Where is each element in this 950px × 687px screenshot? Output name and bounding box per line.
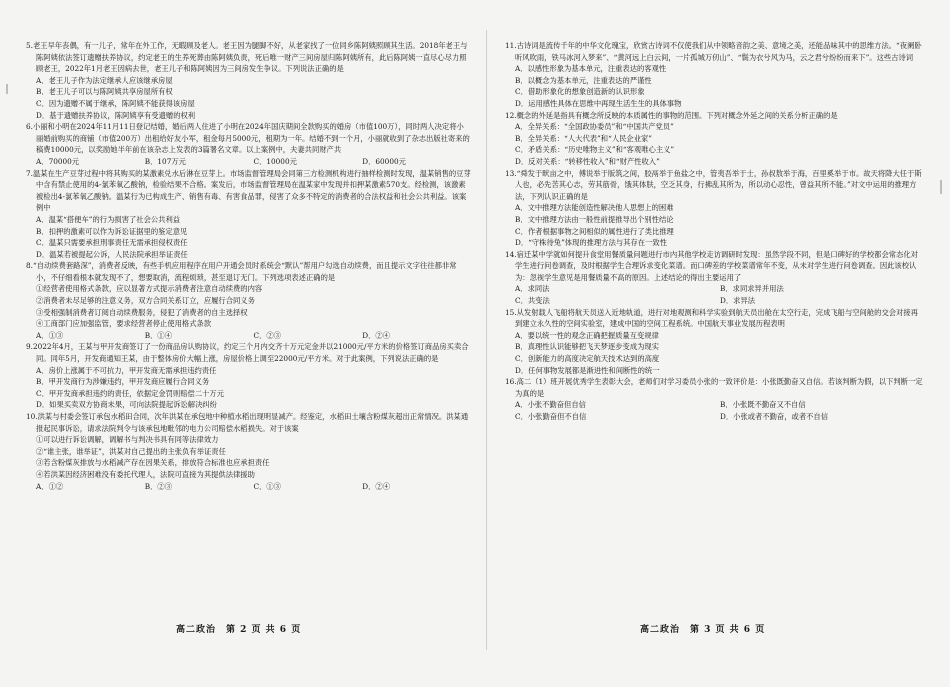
- answer-options-row: [26, 481, 471, 493]
- answer-option: D．反对关系：“转移性收入”和“财产性收入”: [515, 156, 660, 166]
- answer-option: C．作者根据事物之间相似的属性进行了类比推理: [515, 226, 674, 236]
- answer-option: B．107万元: [144, 156, 186, 166]
- answer-option: A．①③: [36, 330, 64, 340]
- question-stem: 10.洪某与村委会签订承包水稻田合同，次年洪某在承包地中种植水稻出现明显减产。经鉴定，水稻田土壤含粉煤灰超出正常情况。洪某通报起民事诉讼，请求法院判令与该承包地毗邻的电力公司赔偿水稻损失。对于该案: [26, 412, 469, 433]
- answer-option: C．借助形象化的想象创造新的认识形象: [515, 87, 645, 97]
- answer-options-row: [26, 156, 471, 168]
- answer-option: D．温某若被提起公诉，人民法院承担举证责任: [36, 249, 188, 259]
- answer-option: B．①④: [144, 330, 173, 340]
- answer-option: C．矛盾关系：“历史唯物主义”和“客观唯心主义”: [515, 145, 675, 155]
- question-block: [505, 307, 925, 377]
- answer-option: A．70000元: [36, 156, 80, 166]
- answer-option: A．文中推理方法能创造性解决他人思想上的困难: [515, 203, 674, 213]
- answer-option: D．②④: [362, 481, 390, 491]
- answer-option: A．全异关系：“全国政协委员”和“中国共产党员”: [515, 122, 674, 132]
- answer-option: A．温某“搭便车”的行为损害了社会公共利益: [36, 214, 181, 224]
- question-block: [26, 168, 471, 261]
- question-stem: 15.从发射载人飞船将航天员送入近地轨道，进行对地观测和科学实验到航天员出舱在太空行走，完成飞船与空间舱的交会对接再到建立永久性的空间实验室，建成中国的空间工程系统。中国航天事业发展历程表明: [505, 307, 918, 329]
- answer-option: ①可以进行诉讼调解，调解书与判决书具有同等法律效力: [36, 435, 219, 445]
- question-stem: 6.小丽和小明在2024年11月11日登记结婚，婚后两人住进了小明在2024年国庆期间全款购买的婚房（市值100万），同时两人决定将小丽婚前购买的商铺（市值200万）出租给好友小军，租金每月5000元，租期为一年。结婚不到一个月，小丽就收到了杂志出版社寄来的稿费10000元，以奖励她半年前在该杂志上发表的3篇署名文章。以上案例中，夫妻共同财产共: [26, 122, 470, 155]
- answer-option: A．老王儿子作为法定继承人应该继承房屋: [36, 75, 173, 85]
- left-page-footer: 高二政治 第 2 页 共 6 页: [176, 625, 302, 635]
- answer-option: B．甲开发商行为涉嫌违约，甲开发商应履行合同义务: [36, 377, 210, 387]
- answer-option: C．共变法: [515, 296, 550, 306]
- question-block: [26, 411, 471, 492]
- answer-option: A．以感性形象为基本单元，注重表达的客观性: [515, 64, 667, 74]
- answer-option: D．“守株待兔”体现的推理方法与其存在一致性: [515, 238, 667, 248]
- answer-option: ③若含粉煤灰排放与水稻减产存在因果关系，排放符合标准也应承担责任: [36, 458, 270, 468]
- page-gutter: [486, 30, 487, 650]
- right-page-footer: 高二政治 第 3 页 共 6 页: [640, 625, 766, 635]
- answer-option: A．求同法: [515, 284, 550, 294]
- question-block: [26, 260, 471, 341]
- right-page: [505, 40, 925, 640]
- answer-options-row: [505, 283, 925, 306]
- answer-option: ③受相强制消费者订阅自动续费服务，侵犯了消费者的自主选择权: [36, 307, 248, 317]
- answer-option: A．①②: [36, 481, 64, 491]
- question-block: [26, 341, 471, 411]
- answer-option: D．任何事物发展都是渐进性和间断性的统一: [515, 365, 660, 375]
- answer-option: B．求同求异并用法: [720, 284, 784, 294]
- answer-option: D．求异法: [720, 296, 756, 306]
- question-block: [505, 168, 925, 249]
- answer-option: D．60000元: [362, 156, 406, 166]
- question-stem: 9.2022年4月，王某与甲开发商签订了一份商品房认购协议，约定三个月内交齐十万元定金并以21000元/平方米的价格签订商品房买卖合同。同年5月，开发商通知王某，由于整体房价大幅上涨，房屋价格上调至22000元/平方米。对于此案例，下列说法正确的是: [26, 342, 469, 364]
- answer-option: B．真理性认识能够把飞天梦逐步变成为现实: [515, 342, 660, 352]
- answer-option: C．小张勤奋但不自信: [515, 412, 587, 421]
- question-stem: 16.高二（1）班开展优秀学生表彰大会，老师们对学习委员小张的一致评价是：小张既勤奋又自信。若该判断为假，以下判断一定为真的是: [505, 377, 923, 398]
- answer-options-row: [26, 330, 471, 342]
- answer-option: C．10000元: [253, 156, 297, 166]
- answer-option: A．小张不勤奋但自信: [515, 400, 586, 410]
- question-block: [505, 376, 925, 422]
- answer-option: D．基于遗赠扶养协议，陈阿姨享有受遗赠的权利: [36, 110, 196, 120]
- answer-option: B．文中推理方法由一般性前提推导出个别性结论: [515, 214, 674, 224]
- answer-option: A．房价上涨属于不可抗力，甲开发商无需承担违约责任: [36, 365, 217, 375]
- answer-option: C．温某只需要承担刑事责任无需承担侵权责任: [36, 238, 188, 248]
- question-stem: 13.“舜发于畎亩之中，傅说举于版筑之间，胶鬲举于鱼盐之中，管夷吾举于士，孙叔敖举于海，百里奚举于市。故天将降大任于斯人也，必先苦其心志，劳其筋骨，饿其体肤，空乏其身，行拂乱其所为，所以动心忍性，曾益其所不能。”对文中运用的推理方法，下列认识正确的是: [505, 168, 922, 201]
- left-page: [26, 40, 471, 640]
- answer-option: B．扣押的激素可以作为诉讼证据里的鉴定意见: [36, 226, 188, 236]
- answer-option: D．如果买卖双方协商未果，可向法院提起诉讼解决纠纷: [36, 400, 217, 410]
- question-stem: 8.“自动续费套路深”，消费者反映，有些手机应用程序在用户开通会员时系统会“默认”帮用户勾选自动续费，而且提示文字往往都非常小，不仔细看根本就发现不了，想要取消，流程烦琐，甚至退订无门。下列选项表述正确的是: [26, 261, 457, 282]
- question-stem: 14.宿迁某中学就如何提升食堂用餐质量问题进行市内其他学校走访调研时发现：虽然学段不同，但是口碑好的学校都会常态化对学生进行问卷调查，及时根据学生合理诉求变化菜谱。而口碑差的学校菜谱常年不变，从未对学生进行问卷调查。因此该校认为：忽视学生意见是用餐质量不高的原因。上述结论的得出主要运用了: [505, 249, 918, 282]
- answer-option: B．全异关系：“人大代表”和“人民企业家”: [515, 133, 653, 143]
- answer-option: ①经营者使用格式条款，应以显著方式提示消费者注意自动续费的内容: [36, 284, 263, 294]
- answer-option: C．②③: [253, 330, 281, 340]
- question-block: [505, 40, 925, 110]
- answer-option: D．小张或者不勤奋，或者不自信: [720, 412, 829, 421]
- answer-option: D．②④: [362, 330, 390, 340]
- question-stem: 12.概念的外延是指具有概念所反映的本质属性的事物的范围。下列对概念外延之间的关系分析正确的是: [505, 110, 838, 120]
- answer-option: C．创新能力的高度决定航天技术达到的高度: [515, 354, 660, 364]
- question-block: [26, 40, 471, 121]
- question-block: [26, 121, 471, 167]
- scan-edge-mark: [6, 84, 8, 94]
- answer-option: C．①③: [253, 481, 281, 491]
- scan-edge-mark: [940, 180, 942, 194]
- question-block: [505, 249, 925, 307]
- answer-option: ④工商部门应加强监管，要求经营者停止使用格式条款: [36, 319, 212, 329]
- answer-option: B．②③: [144, 481, 173, 491]
- answer-option: ②消费者未尽足够的注意义务，双方合同关系订立，应履行合同义务: [36, 296, 255, 306]
- answer-option: B．小张既不勤奋又不自信: [720, 400, 806, 410]
- answer-option: C．因为遗赠不属于继承，陈阿姨不能获得该房屋: [36, 98, 195, 108]
- answer-option: A．要以统一性的观念正确把握质量互变规律: [515, 330, 659, 340]
- answer-option: B．老王儿子可以与陈阿姨共享房屋所有权: [36, 87, 173, 97]
- answer-option: ②“谁主张，谁举证”，洪某对自己提出的主张负有举证责任: [36, 446, 226, 456]
- question-block: [505, 110, 925, 168]
- answer-option: D．运用感性具体在思维中再现生活生生的具体事物: [515, 98, 682, 108]
- question-stem: 11.古诗词是流传千年的中华文化瑰宝，欣赏古诗词不仅使我们从中领略音韵之美、意境之美，还能品味其中的思维方法。“夜阑卧听风吹雨，铁马冰河入梦来”、“黄河远上白云间，一片孤城万仞山”、“鬓为衣兮风为马，云之君兮纷纷而来下”。这些古诗词: [505, 41, 922, 62]
- question-stem: 7.温某在生产豆芽过程中将其购买的某激素兑水后淋在豆芽上。市场监督管理局会同第三方检测机构进行抽样检测时发现，温某销售的豆芽中含有禁止使用的4-氯苯氧乙酸钠，检验结果不合格。案发后，市场监督管理局在温某家中发现并扣押某激素570支。经检测，该激素被检出4-氯苯氧乙酸钠。温某行为已构成生产、销售有毒、有害食品罪，侵害了众多不特定的消费者的合法权益和社会公共利益。该案例中: [26, 168, 471, 213]
- answer-options-row: [505, 399, 925, 422]
- answer-option: B．以概念为基本单元，注重表达的严谨性: [515, 75, 652, 85]
- answer-option: C．甲开发商承担违约的责任，依据定金罚则赔偿二十万元: [36, 388, 225, 398]
- answer-option: ④若洪某因经济困难没有委托代理人，法院可直接为其提供法律援助: [36, 469, 255, 479]
- question-stem: 5.老王早年丧偶，有一儿子，常年在外工作，无暇顾及老人。老王因为腿脚不好，从老家找了一位同乡陈阿姨照顾其生活。2018年老王与陈阿姨依法签订遗赠扶养协议，约定老王的生养死葬由陈阿姨负责，死后唯一财产三间房屋归陈阿姨所有，此后陈阿姨一直尽心尽力照顾老王，2022年1月老王因病去世，老王儿子和陈阿姨因为三间房发生争议。下列说法正确的是: [26, 41, 468, 74]
